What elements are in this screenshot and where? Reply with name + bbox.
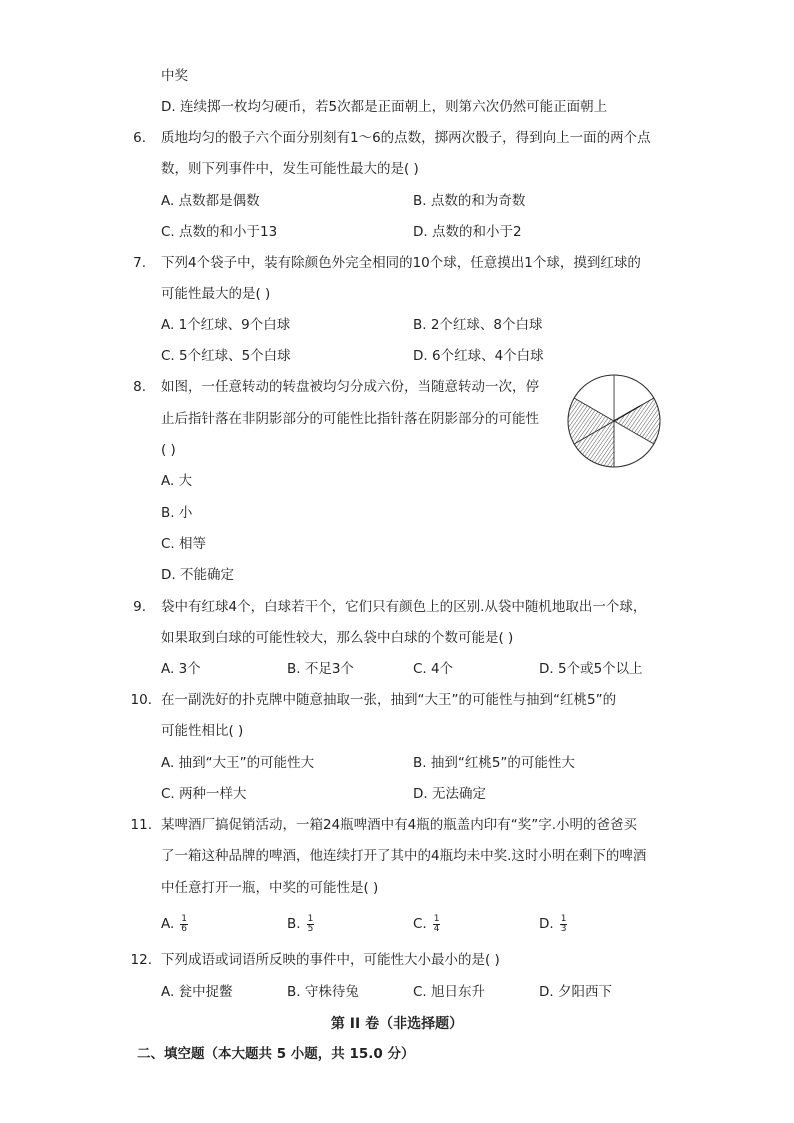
q9-option-c: C. 4个	[413, 661, 454, 677]
q9-stem-line2: 如果取到白球的可能性较大，那么袋中白球的个数可能是( )	[161, 630, 514, 646]
q10-option-d: D. 无法确定	[413, 786, 486, 802]
q11-option-d	[539, 910, 567, 938]
q10-option-b: B. 抽到“红桃5”的可能性大	[413, 755, 575, 771]
q11-option-a-letter: A.	[161, 916, 175, 932]
q7-number: 7.	[133, 255, 146, 271]
q6-option-b: B. 点数的和为奇数	[413, 193, 526, 209]
q10-stem-line1: 在一副洗好的扑克牌中随意抽取一张，抽到“大王”的可能性与抽到“红桃5”的	[161, 692, 617, 708]
prev-option-d: D. 连续掷一枚均匀硬币，若5次都是正面朝上，则第六次仍然可能正面朝上	[161, 99, 608, 115]
q11-option-d-fraction	[560, 915, 568, 934]
q7-option-a: A. 1个红球、9个白球	[161, 317, 291, 333]
q11-option-c	[413, 910, 440, 938]
q11-option-b-fraction	[307, 915, 315, 934]
q11-option-b	[287, 910, 314, 938]
prev-option-c-continued: 中奖	[161, 68, 188, 84]
q11-stem-line1: 某啤酒厂搞促销活动，一箱24瓶啤酒中有4瓶的瓶盖内印有“奖”字.小明的爸爸买	[161, 817, 638, 833]
q8-number: 8.	[133, 379, 146, 395]
q6-number: 6.	[133, 130, 146, 146]
q7-stem-line2: 可能性最大的是( )	[161, 286, 271, 302]
q11-stem-line2: 了一箱这种品牌的啤酒，他连续打开了其中的4瓶均未中奖.这时小明在剩下的啤酒	[161, 848, 647, 864]
q12-stem-line1: 下列成语或词语所反映的事件中，可能性大小最小的是( )	[161, 952, 500, 968]
q11-option-c-fraction	[433, 915, 441, 934]
q11-option-a-fraction	[180, 915, 188, 934]
q7-stem-line1: 下列4个袋子中，装有除颜色外完全相同的10个球，任意摸出1个球，摸到红球的	[161, 255, 641, 271]
q8-option-a: A. 大	[161, 473, 193, 489]
part2-title: 第 II 卷（非选择题）	[330, 1016, 464, 1032]
q7-option-c: C. 5个红球、5个白球	[161, 348, 291, 364]
q11-option-d-letter: D.	[539, 916, 554, 932]
q6-stem-line2: 数，则下列事件中，发生可能性最大的是( )	[161, 161, 419, 177]
q11-option-c-numerator: 1	[433, 913, 440, 924]
q10-number: 10.	[130, 692, 152, 708]
q6-stem-line1: 质地均匀的骰子六个面分别刻有1～6的点数，掷两次骰子，得到向上一面的两个点	[161, 130, 651, 146]
section-fill-in-blank: 二、填空题（本大题共 5 小题，共 15.0 分）	[137, 1046, 415, 1062]
q10-option-a: A. 抽到“大王”的可能性大	[161, 755, 315, 771]
q11-number: 11.	[130, 817, 152, 833]
q8-stem-line1: 如图，一任意转动的转盘被均匀分成六份，当随意转动一次，停	[161, 379, 539, 395]
q8-option-d: D. 不能确定	[161, 567, 234, 583]
q9-option-b: B. 不足3个	[287, 661, 354, 677]
spinner-figure	[566, 373, 662, 469]
q6-option-c: C. 点数的和小于13	[161, 224, 278, 240]
q12-option-c: C. 旭日东升	[413, 984, 486, 1000]
q11-option-d-numerator: 1	[560, 913, 567, 924]
q11-option-b-letter: B.	[287, 916, 301, 932]
q11-option-a	[161, 910, 188, 938]
q11-option-d-denominator: 3	[560, 923, 567, 934]
q11-stem-line3: 中任意打开一瓶，中奖的可能性是( )	[161, 880, 379, 896]
q11-option-a-numerator: 1	[181, 913, 188, 924]
q6-option-a: A. 点数都是偶数	[161, 193, 260, 209]
q9-number: 9.	[133, 599, 146, 615]
q12-option-d: D. 夕阳西下	[539, 984, 612, 1000]
q9-option-a: A. 3个	[161, 661, 201, 677]
q9-option-d: D. 5个或5个以上	[539, 661, 643, 677]
q8-option-c: C. 相等	[161, 536, 207, 552]
q8-stem-line2: 止后指针落在非阴影部分的可能性比指针落在阴影部分的可能性	[161, 411, 539, 427]
q6-option-d: D. 点数的和小于2	[413, 224, 522, 240]
q9-stem-line1: 袋中有红球4个，白球若干个，它们只有颜色上的区别.从袋中随机地取出一个球，	[161, 599, 647, 615]
q7-option-d: D. 6个红球、4个白球	[413, 348, 544, 364]
q11-option-a-denominator: 6	[181, 923, 188, 934]
q7-option-b: B. 2个红球、8个白球	[413, 317, 543, 333]
q10-stem-line2: 可能性相比( )	[161, 723, 244, 739]
q11-option-b-denominator: 5	[307, 923, 314, 934]
q12-number: 12.	[130, 952, 152, 968]
q12-option-b: B. 守株待兔	[287, 984, 359, 1000]
q8-option-b: B. 小	[161, 505, 193, 521]
q10-option-c: C. 两种一样大	[161, 786, 247, 802]
q8-stem-line3: ( )	[161, 442, 176, 458]
q11-option-b-numerator: 1	[307, 913, 314, 924]
q12-option-a: A. 瓮中捉鳖	[161, 984, 233, 1000]
q11-option-c-letter: C.	[413, 916, 427, 932]
q11-option-c-denominator: 4	[433, 923, 440, 934]
